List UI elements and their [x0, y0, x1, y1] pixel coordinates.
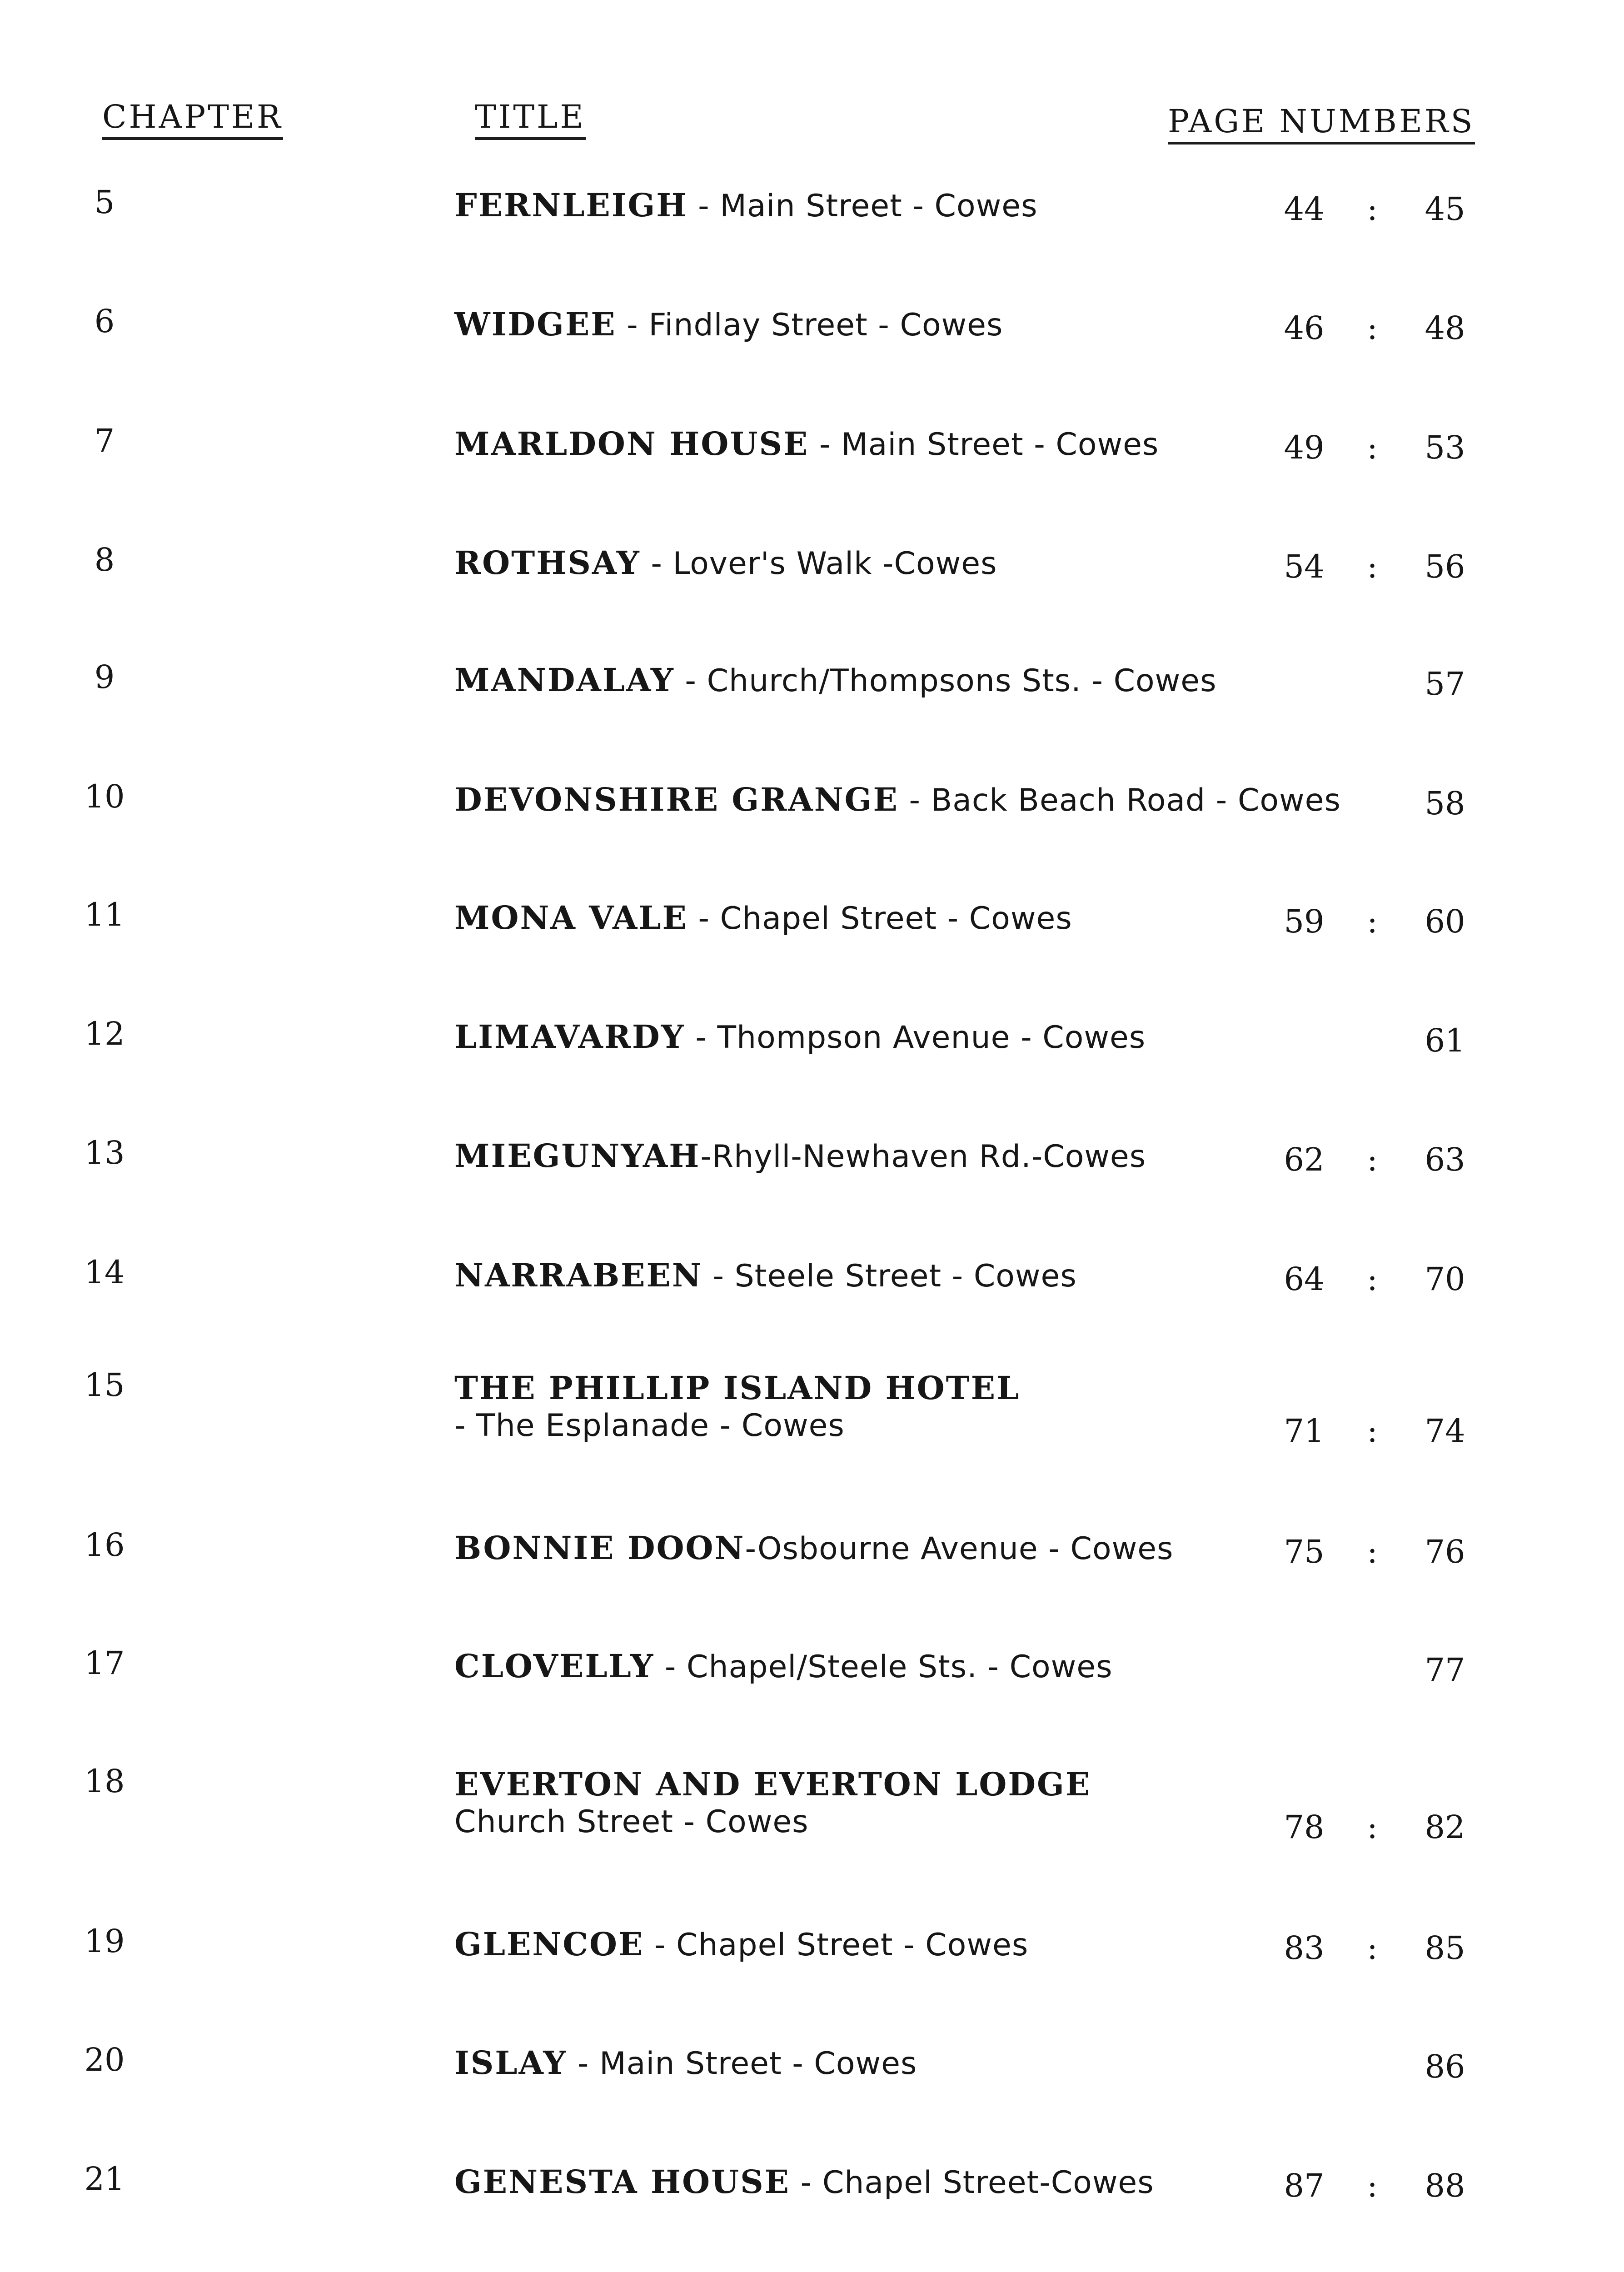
chapter-number: 6 [94, 303, 115, 340]
end-page: 74 [1425, 1412, 1465, 1450]
chapter-number: 20 [84, 2041, 125, 2078]
entry-title [454, 1925, 1028, 1964]
entry-title [454, 305, 1003, 344]
index-entry [0, 1925, 1624, 1998]
start-page: 46 [1284, 309, 1325, 347]
location-text: -Rhyll-Newhaven Rd.-Cowes [700, 1139, 1146, 1175]
index-entry [0, 1366, 1624, 1450]
chapter-number: 18 [84, 1763, 125, 1800]
house-name: GLENCOE [454, 1925, 644, 1963]
house-name: FERNLEIGH [454, 186, 688, 224]
house-name: MIEGUNYAH [454, 1137, 701, 1175]
start-page: 64 [1284, 1261, 1325, 1298]
index-entry [0, 305, 1624, 378]
entry-title [454, 1137, 1146, 1176]
index-entry [0, 896, 1624, 972]
house-name: MARLDON HOUSE [454, 425, 809, 463]
end-page: 88 [1425, 2167, 1465, 2204]
location-text: -Osbourne Avenue - Cowes [745, 1531, 1174, 1567]
location-text: - Main Street - Cowes [567, 2046, 917, 2082]
chapter-column-header: CHAPTER [102, 101, 283, 140]
entry-title [454, 1765, 1091, 1841]
start-page: 87 [1284, 2167, 1325, 2204]
end-page: 82 [1425, 1809, 1465, 1846]
page-range-separator: : [1367, 2167, 1378, 2204]
end-page: 48 [1425, 309, 1465, 347]
index-entry [0, 1015, 1624, 1091]
chapter-number: 7 [94, 422, 115, 459]
start-page: 83 [1284, 1929, 1325, 1967]
chapter-number: 10 [84, 778, 125, 815]
index-entry [0, 778, 1624, 853]
location-text: - Lover's Walk -Cowes [640, 546, 997, 582]
end-page: 45 [1425, 190, 1465, 228]
location-text: - Chapel Street-Cowes [790, 2165, 1154, 2201]
chapter-number: 15 [84, 1366, 125, 1404]
house-name: WIDGEE [454, 305, 617, 343]
chapter-number: 5 [94, 184, 115, 221]
page-range-separator: : [1367, 903, 1378, 940]
end-page: 61 [1425, 1022, 1465, 1059]
location-text: - Main Street - Cowes [687, 188, 1038, 224]
location-text: - Church/Thompsons Sts. - Cowes [674, 663, 1217, 699]
location-text: - Back Beach Road - Cowes [898, 782, 1341, 818]
page-range-separator: : [1367, 309, 1378, 347]
start-page: 49 [1284, 429, 1325, 466]
location-text: Church Street - Cowes [454, 1804, 809, 1840]
location-text: - Main Street - Cowes [809, 427, 1159, 463]
chapter-number: 19 [84, 1923, 125, 1960]
page-numbers-column-header: PAGE NUMBERS [1168, 105, 1475, 144]
entry-title [454, 1647, 1113, 1686]
start-page: 54 [1284, 548, 1325, 585]
entry-title [454, 1256, 1077, 1295]
start-page: 44 [1284, 190, 1325, 228]
index-entry [0, 1256, 1624, 1329]
chapter-number: 17 [84, 1644, 125, 1682]
page-range-separator: : [1367, 548, 1378, 585]
chapter-number: 21 [84, 2160, 125, 2197]
index-entry [0, 1134, 1624, 1210]
house-name: ROTHSAY [454, 544, 641, 582]
entry-title [454, 661, 1217, 700]
location-text: - Findlay Street - Cowes [616, 307, 1003, 343]
entry-title [454, 2163, 1154, 2202]
house-name: THE PHILLIP ISLAND HOTEL [454, 1369, 1021, 1407]
start-page: 59 [1284, 903, 1325, 940]
chapter-number: 12 [84, 1015, 125, 1052]
entry-title [454, 1369, 1020, 1445]
index-entry [0, 2041, 1624, 2117]
chapter-number: 14 [84, 1254, 125, 1291]
chapter-number: 16 [84, 1526, 125, 1564]
entry-title [454, 1529, 1173, 1568]
entry-title [454, 899, 1072, 937]
index-entry [0, 2160, 1624, 2236]
location-text: - Chapel Street - Cowes [644, 1927, 1029, 1963]
end-page: 76 [1425, 1533, 1465, 1570]
index-entry [0, 658, 1624, 734]
entry-title [454, 425, 1159, 463]
location-text: - Chapel/Steele Sts. - Cowes [654, 1649, 1113, 1685]
entry-title [454, 2044, 917, 2083]
page-range-separator: : [1367, 429, 1378, 466]
location-text: - The Esplanade - Cowes [454, 1408, 845, 1444]
end-page: 77 [1425, 1651, 1465, 1689]
page-range-separator: : [1367, 1261, 1378, 1298]
index-entry [0, 1644, 1624, 1720]
location-text: - Thompson Avenue - Cowes [685, 1020, 1146, 1056]
end-page: 57 [1425, 665, 1465, 703]
end-page: 85 [1425, 1929, 1465, 1967]
house-name: GENESTA HOUSE [454, 2163, 791, 2201]
page-range-separator: : [1367, 1533, 1378, 1570]
end-page: 63 [1425, 1141, 1465, 1178]
index-entry [0, 1526, 1624, 1602]
start-page: 78 [1284, 1809, 1325, 1846]
house-name: MANDALAY [454, 661, 675, 699]
title-column-header: TITLE [475, 101, 586, 140]
house-name: ISLAY [454, 2044, 568, 2082]
index-entry [0, 186, 1624, 259]
end-page: 58 [1425, 785, 1465, 822]
page-range-separator: : [1367, 1809, 1378, 1846]
page-range-separator: : [1367, 190, 1378, 228]
start-page: 71 [1284, 1412, 1325, 1450]
page-range-separator: : [1367, 1141, 1378, 1178]
page-range-separator: : [1367, 1929, 1378, 1967]
house-name: DEVONSHIRE GRANGE [454, 781, 899, 818]
index-entry [0, 422, 1624, 498]
location-text: - Chapel Street - Cowes [687, 901, 1072, 937]
chapter-number: 8 [94, 541, 115, 578]
index-entry [0, 1763, 1624, 1846]
house-name: NARRABEEN [454, 1256, 702, 1294]
end-page: 60 [1425, 903, 1465, 940]
chapter-number: 9 [94, 658, 115, 696]
chapter-number: 11 [84, 896, 125, 933]
index-entry [0, 541, 1624, 617]
entry-title [454, 1018, 1146, 1056]
location-text: - Steele Street - Cowes [702, 1258, 1077, 1294]
start-page: 62 [1284, 1141, 1325, 1178]
entry-title [454, 544, 997, 583]
page-range-separator: : [1367, 1412, 1378, 1450]
house-name: LIMAVARDY [454, 1018, 685, 1056]
entry-title [454, 186, 1038, 225]
house-name: BONNIE DOON [454, 1529, 745, 1567]
house-name: MONA VALE [454, 899, 688, 937]
end-page: 70 [1425, 1261, 1465, 1298]
chapter-number: 13 [84, 1134, 125, 1171]
end-page: 53 [1425, 429, 1465, 466]
start-page: 75 [1284, 1533, 1325, 1570]
house-name: CLOVELLY [454, 1647, 655, 1685]
end-page: 86 [1425, 2048, 1465, 2085]
end-page: 56 [1425, 548, 1465, 585]
entry-title [454, 781, 1341, 819]
house-name: EVERTON AND EVERTON LODGE [454, 1765, 1091, 1803]
